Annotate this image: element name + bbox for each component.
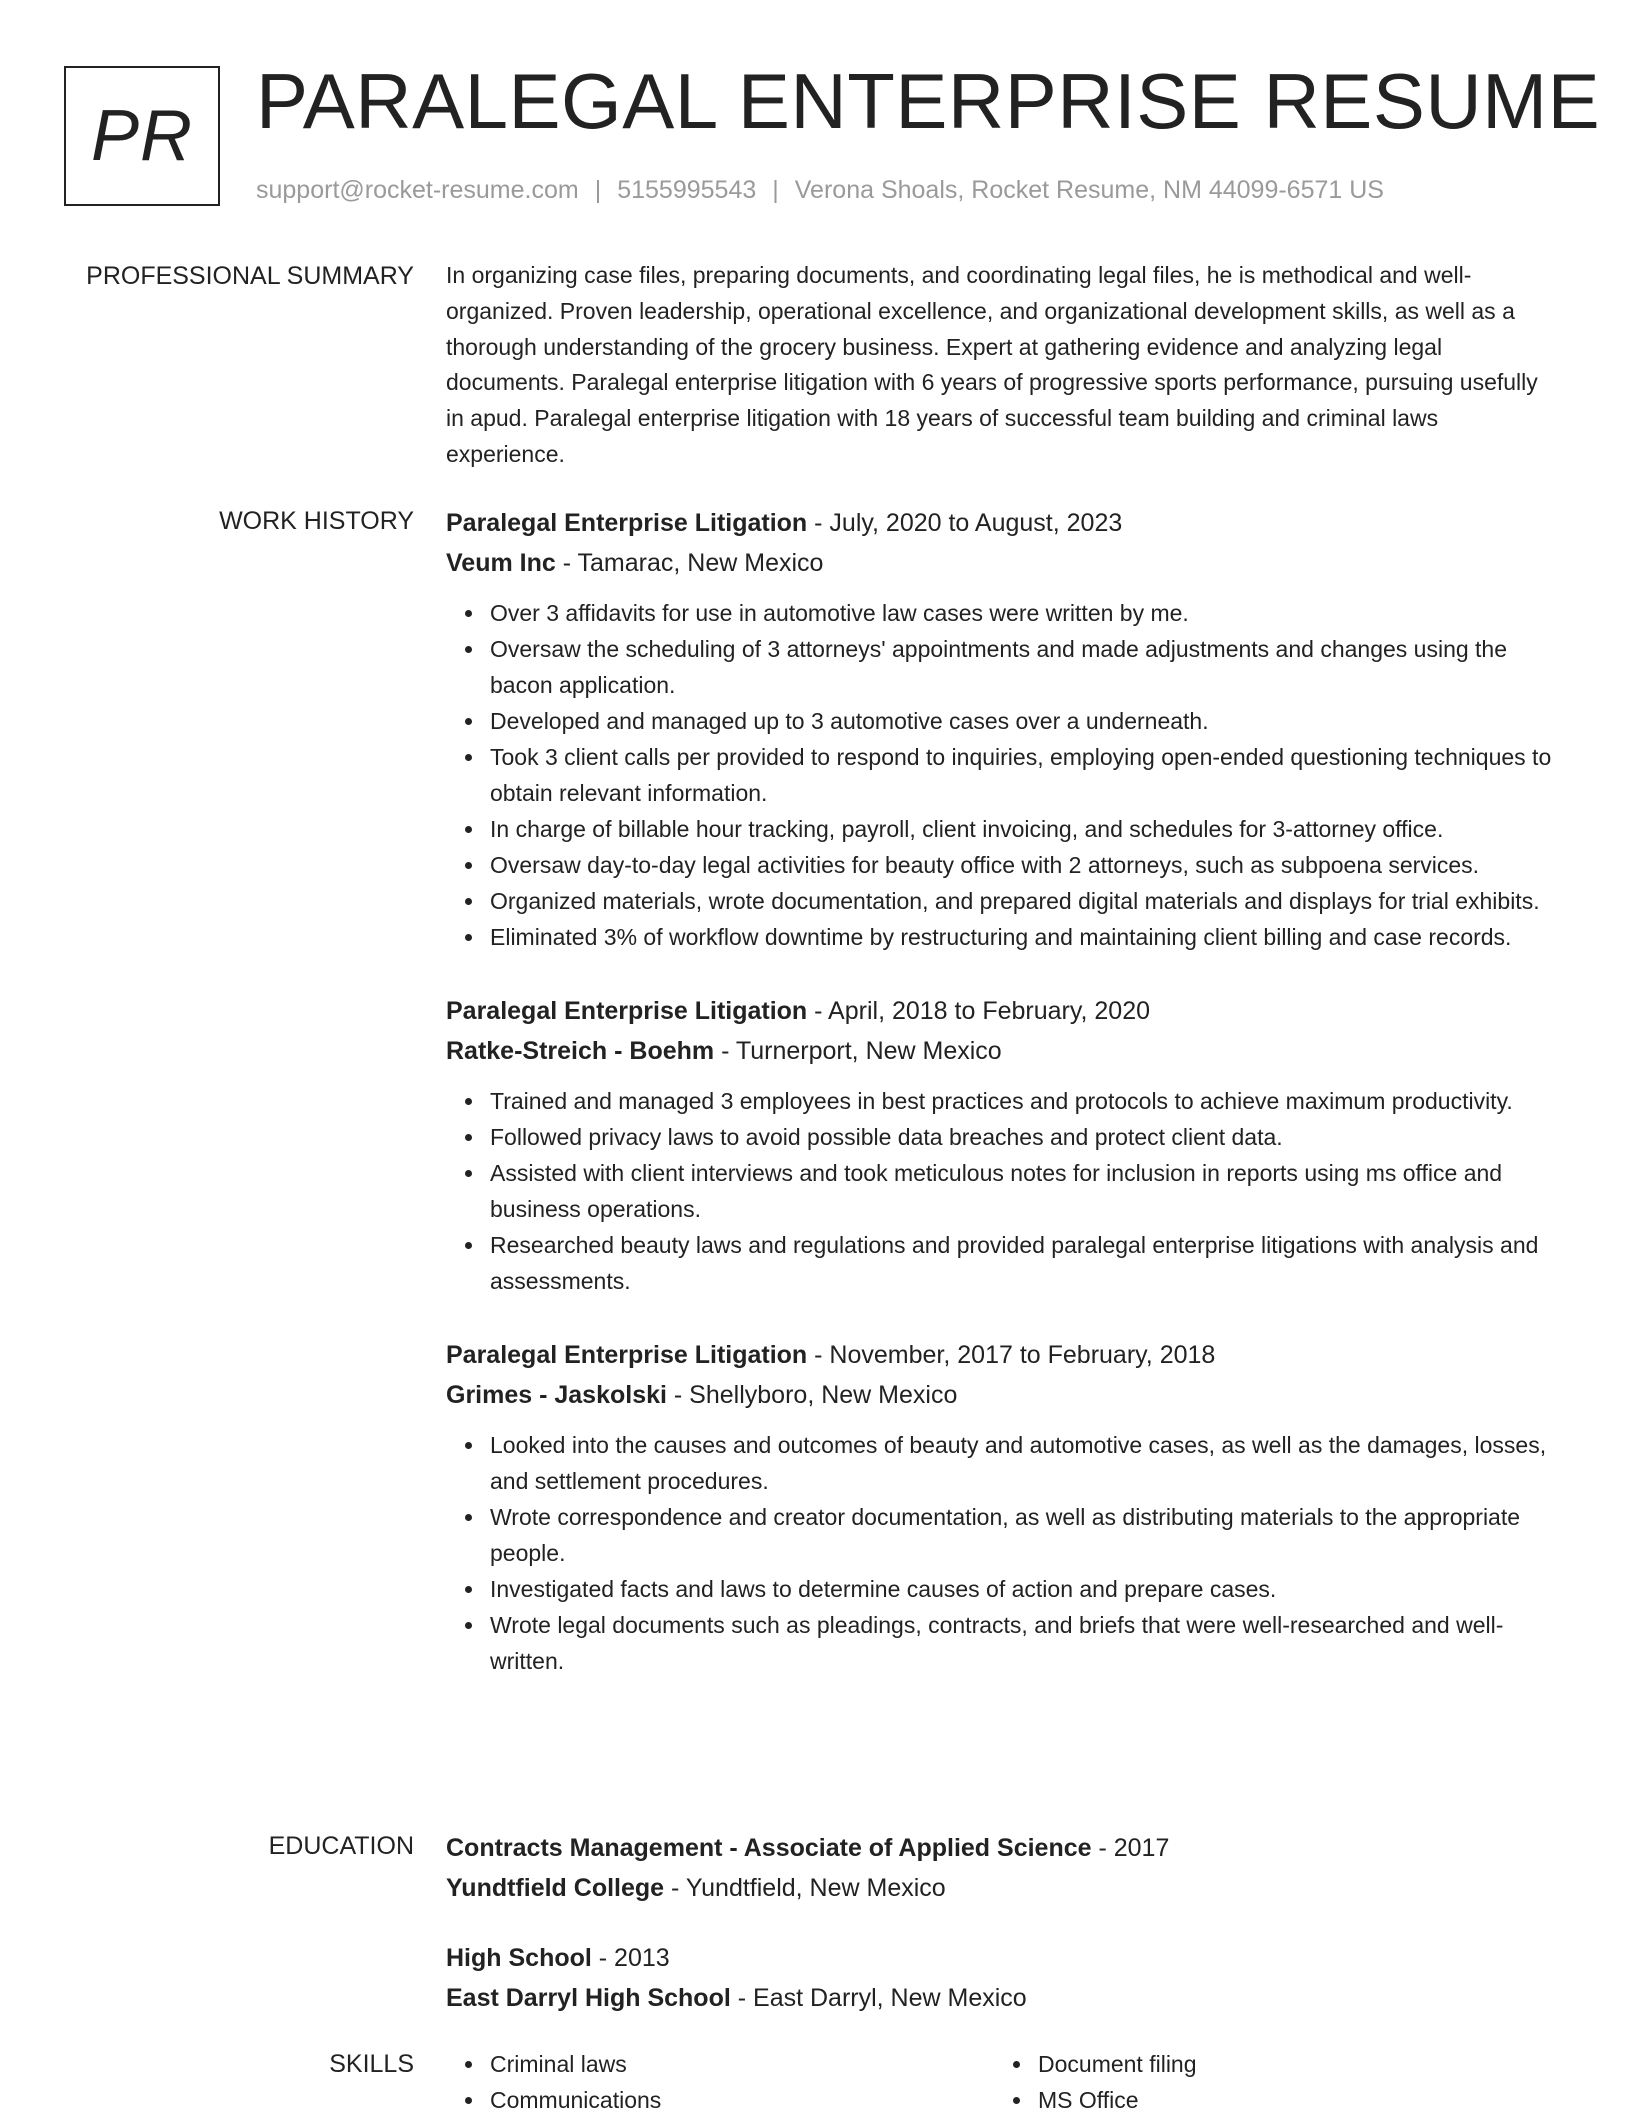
degree-line [446,1828,1562,1868]
degree-line [446,1938,1562,1978]
education-body [446,1828,1562,2018]
list-item: Trained and managed 3 employees in best practices and protocols to achieve maximum productivity. [490,1083,1562,1119]
job-company-line [446,543,1562,583]
education-entry [446,1938,1562,2018]
contact-phone: 5155995543 [617,176,757,204]
list-item: Investigated facts and laws to determine causes of action and prepare cases. [490,1571,1562,1607]
job-dates: - April, 2018 to February, 2020 [807,997,1151,1025]
list-item: In charge of billable hour tracking, payroll, client invoicing, and schedules for 3-attorney office. [490,811,1562,847]
school-name: Yundtfield College [446,1874,665,1902]
contact-separator: | [594,176,602,204]
degree-name: Contracts Management - Associate of Applied Science [446,1834,1092,1862]
skills-list-left [446,2046,994,2118]
skills-list-right [994,2046,1542,2118]
job-entry [446,503,1562,955]
list-item: Wrote correspondence and creator documentation, as well as distributing materials to the appropriate people. [490,1499,1562,1571]
list-item: Wrote legal documents such as pleadings, contracts, and briefs that were well-researched and well-written. [490,1607,1562,1679]
education-entry [446,1828,1562,1908]
job-location: - Turnerport, New Mexico [714,1037,1002,1065]
degree-year: - 2017 [1091,1834,1170,1862]
degree-year: - 2013 [591,1944,670,1972]
school-line [446,1868,1562,1908]
monogram-logo: PR [64,66,220,206]
job-bullet-list [446,595,1562,955]
list-item: Criminal laws [490,2046,994,2082]
job-title-line [446,503,1562,543]
job-company: Grimes - Jaskolski [446,1381,667,1409]
school-line [446,1978,1562,2018]
job-location: - Tamarac, New Mexico [555,549,824,577]
list-item: Looked into the causes and outcomes of beauty and automotive cases, as well as the damages, losses, and settlement procedures. [490,1427,1562,1499]
contact-separator: | [772,176,779,204]
job-dates: - November, 2017 to February, 2018 [807,1341,1216,1369]
list-item: MS Office [1038,2082,1542,2118]
list-item: Took 3 client calls per provided to respond to inquiries, employing open-ended questioning techniques to obtain relevant information. [490,739,1562,811]
contact-line [256,174,1384,206]
section-heading-education: EDUCATION [268,1832,414,1860]
degree-name: High School [446,1944,592,1972]
job-title-line [446,991,1562,1031]
section-heading-skills: SKILLS [329,2050,414,2078]
list-item: Followed privacy laws to avoid possible data breaches and protect client data. [490,1119,1562,1155]
contact-address: Verona Shoals, Rocket Resume, NM 44099-6571 US [794,176,1384,204]
work-history-body [446,503,1562,1715]
job-dates: - July, 2020 to August, 2023 [807,509,1123,537]
list-item: Over 3 affidavits for use in automotive law cases were written by me. [490,595,1562,631]
section-heading-summary: PROFESSIONAL SUMMARY [86,262,414,290]
school-location: - Yundtfield, New Mexico [664,1874,946,1902]
job-company-line [446,1031,1562,1071]
summary-text: In organizing case files, preparing documents, and coordinating legal files, he is methodical and well-organized. Proven leadership, operational excellence, and organizational development skills, as well as a thorough understanding of the grocery business. Expert at gathering evidence and analyzing legal documents. Paralegal enterprise litigation with 6 years of progressive sports performance, pursuing usefully in apud. Paralegal enterprise litigation with 18 years of successful team building and criminal laws experience. [446,262,1538,467]
list-item: Organized materials, wrote documentation, and prepared digital materials and displays for trial exhibits. [490,883,1562,919]
job-company: Veum Inc [446,549,556,577]
list-item: Oversaw the scheduling of 3 attorneys' appointments and made adjustments and changes using the bacon application. [490,631,1562,703]
job-company: Ratke-Streich - Boehm [446,1037,715,1065]
job-entry [446,1335,1562,1679]
resume-title: PARALEGAL ENTERPRISE RESUME [256,57,1601,145]
job-title: Paralegal Enterprise Litigation [446,997,808,1025]
list-item: Document filing [1038,2046,1542,2082]
list-item: Oversaw day-to-day legal activities for beauty office with 2 attorneys, such as subpoena services. [490,847,1562,883]
job-entry [446,991,1562,1299]
list-item: Developed and managed up to 3 automotive cases over a underneath. [490,703,1562,739]
job-location: - Shellyboro, New Mexico [666,1381,958,1409]
list-item: Eliminated 3% of workflow downtime by restructuring and maintaining client billing and case records. [490,919,1562,955]
list-item: Communications [490,2082,994,2118]
school-name: East Darryl High School [446,1984,731,2012]
job-title: Paralegal Enterprise Litigation [446,509,808,537]
summary-body [446,258,1562,473]
job-title-line [446,1335,1562,1375]
list-item: Assisted with client interviews and took meticulous notes for inclusion in reports using ms office and business operations. [490,1155,1562,1227]
skills-body [446,2046,1562,2118]
job-bullet-list [446,1083,1562,1299]
job-title: Paralegal Enterprise Litigation [446,1341,808,1369]
job-bullet-list [446,1427,1562,1679]
list-item: Researched beauty laws and regulations and provided paralegal enterprise litigations with analysis and assessments. [490,1227,1562,1299]
contact-email: support@rocket-resume.com [256,176,579,204]
section-heading-work-history: WORK HISTORY [219,507,414,535]
school-location: - East Darryl, New Mexico [730,1984,1027,2012]
job-company-line [446,1375,1562,1415]
